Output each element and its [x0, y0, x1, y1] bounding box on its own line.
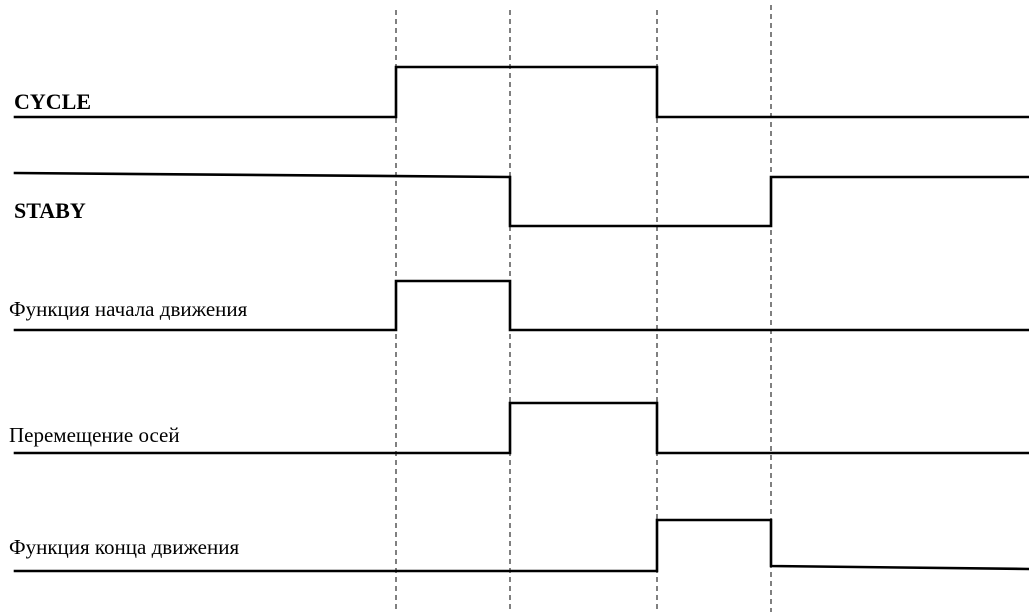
signal-label-cycle: CYCLE: [14, 89, 92, 114]
signal-axes-move: [9, 403, 1029, 453]
signal-staby: [14, 173, 1029, 226]
signal-motion-end: [9, 520, 1029, 571]
signal-cycle: [14, 67, 1029, 117]
signal-label-axes-move: Перемещение осей: [9, 423, 180, 447]
signal-motion-start: [9, 281, 1029, 330]
waveform-staby: [15, 173, 1029, 226]
waveform-cycle: [15, 67, 1029, 117]
signal-label-motion-start: Функция начала движения: [9, 297, 248, 321]
signal-label-motion-end: Функция конца движения: [9, 535, 240, 559]
signal-label-staby: STABY: [14, 198, 86, 223]
